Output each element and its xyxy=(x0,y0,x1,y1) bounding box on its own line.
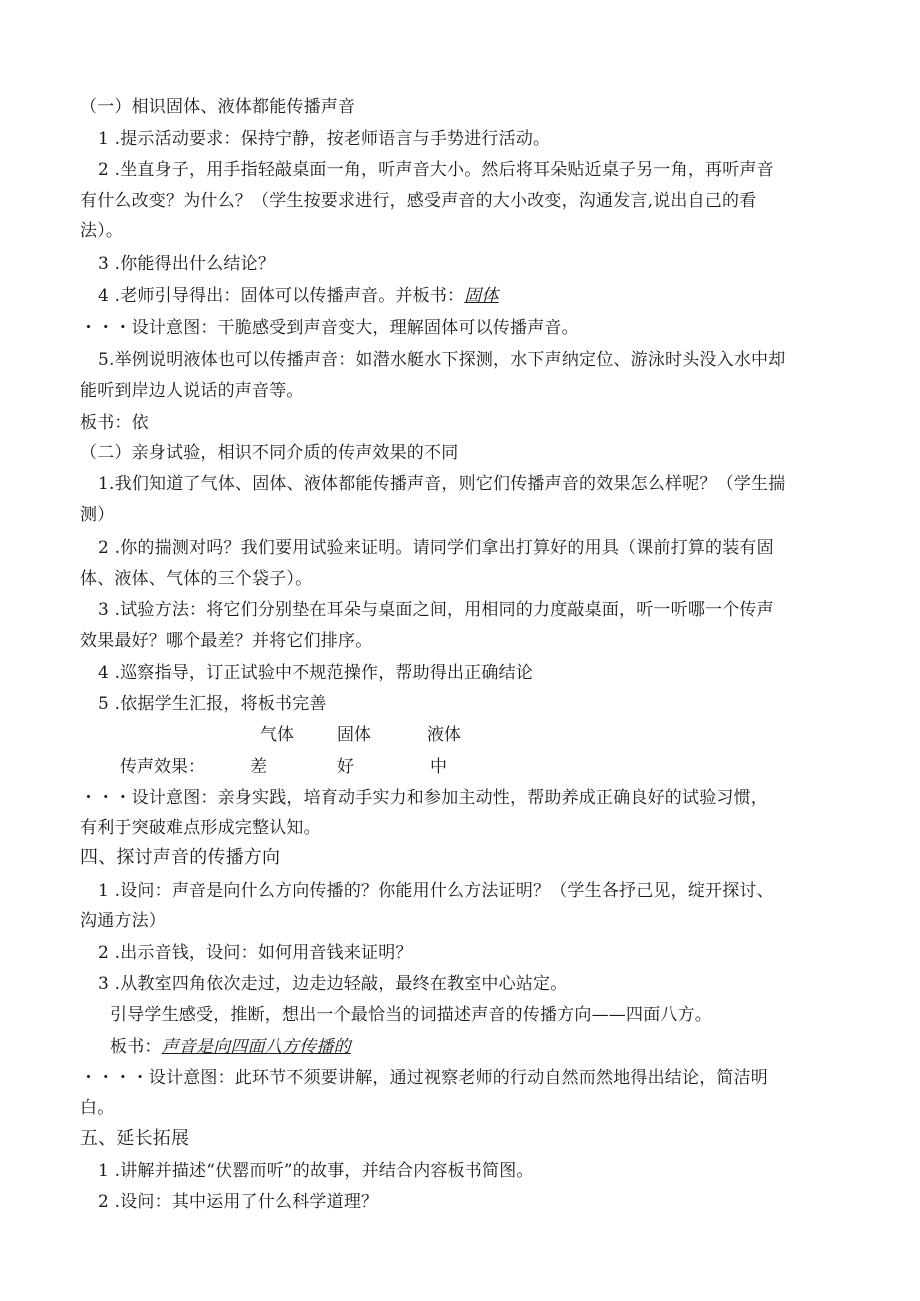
paragraph: 5.举例说明液体也可以传播声音：如潜水艇水下探测，水下声纳定位、游泳时头没入水中却 xyxy=(98,350,786,370)
paragraph: 能听到岸边人说话的声音等。 xyxy=(80,381,304,401)
paragraph xyxy=(98,281,868,311)
table-header-gas: 气体 xyxy=(260,725,294,745)
paragraph: 有什么改变？为什么？（学生按要求进行，感受声音的大小改变，沟通发言,说出自己的看 xyxy=(80,191,757,211)
board-note: 板书：依 xyxy=(80,413,149,433)
design-intent: ・・・设计意图：亲身实践，培育动手实力和参加主动性，帮助养成正确良好的试验习惯， xyxy=(80,788,768,808)
board-note-direction: 声音是向四面八方传播的 xyxy=(161,1037,351,1057)
section-heading-1: （一）相识固体、液体都能传播声音 xyxy=(80,97,356,117)
table-header-solid: 固体 xyxy=(337,725,371,745)
table-row-label: 传声效果： xyxy=(120,757,205,777)
table-value-liquid: 中 xyxy=(430,757,447,777)
section-heading-4: 四、探讨声音的传播方向 xyxy=(80,847,281,868)
design-intent: ・・・・设计意图：此环节不须要讲解，通过视察老师的行动自然而然地得出结论，简洁明 xyxy=(80,1068,768,1088)
paragraph: 2 .出示音钱，设问：如何用音钱来证明？ xyxy=(98,943,413,963)
paragraph: 3 .你能得出什么结论？ xyxy=(98,254,276,274)
paragraph: 1 .设问：声音是向什么方向传播的？你能用什么方法证明？（学生各抒己见，绽开探讨、 xyxy=(98,881,774,901)
design-intent: ・・・设计意图：干脆感受到声音变大，理解固体可以传播声音。 xyxy=(80,318,579,338)
paragraph-text: 4 .老师引导得出：固体可以传播声音。并板书： xyxy=(98,286,465,306)
paragraph: 有利于突破难点形成完整认知。 xyxy=(80,818,321,838)
paragraph: 2 .你的揣测对吗？我们要用试验来证明。请同学们拿出打算好的用具（课前打算的装有固 xyxy=(98,538,774,558)
table-value-gas: 差 xyxy=(250,757,267,777)
paragraph: 3 .从教室四角依次走过，边走边轻敲，最终在教室中心站定。 xyxy=(98,974,568,994)
table-value-solid: 好 xyxy=(337,757,354,777)
paragraph: 1 .提示活动要求：保持宁静，按老师语言与手势进行活动。 xyxy=(98,129,551,149)
board-note-solid: 固体 xyxy=(464,286,499,306)
paragraph: 1 .讲解并描述“伏罂而听”的故事，并结合内容板书简图。 xyxy=(98,1161,534,1181)
paragraph: 2 .设问：其中运用了什么科学道理？ xyxy=(98,1192,379,1212)
section-heading-5: 五、延长拓展 xyxy=(80,1128,190,1149)
paragraph: 2 .坐直身子，用手指轻敲桌面一角，听声音大小。然后将耳朵贴近桌子另一角，再听声音 xyxy=(98,160,774,180)
paragraph: 体、液体、气体的三个袋子）。 xyxy=(80,569,313,589)
table-header-liquid: 液体 xyxy=(427,725,461,745)
paragraph: 白。 xyxy=(80,1098,115,1118)
paragraph: 法）。 xyxy=(80,221,124,241)
paragraph: 沟通方法） xyxy=(80,911,166,931)
paragraph: 4 .巡察指导，订正试验中不规范操作，帮助得出正确结论 xyxy=(98,663,534,683)
board-note xyxy=(110,1032,880,1062)
board-label: 板书： xyxy=(110,1037,162,1057)
paragraph: 效果最好？哪个最差？并将它们排序。 xyxy=(80,631,373,651)
paragraph: 1.我们知道了气体、固体、液体都能传播声音，则它们传播声音的效果怎么样呢？（学生揣 xyxy=(98,474,786,494)
paragraph: 5 .依据学生汇报，将板书完善 xyxy=(98,694,327,714)
section-heading-2: （二）亲身试验，相识不同介质的传声效果的不同 xyxy=(80,443,459,463)
paragraph: 3 .试验方法：将它们分别垫在耳朵与桌面之间，用相同的力度敲桌面，听一听哪一个传声 xyxy=(98,600,774,620)
paragraph: 引导学生感受，推断，想出一个最恰当的词描述声音的传播方向——四面八方。 xyxy=(110,1005,712,1025)
paragraph: 测） xyxy=(80,505,115,525)
